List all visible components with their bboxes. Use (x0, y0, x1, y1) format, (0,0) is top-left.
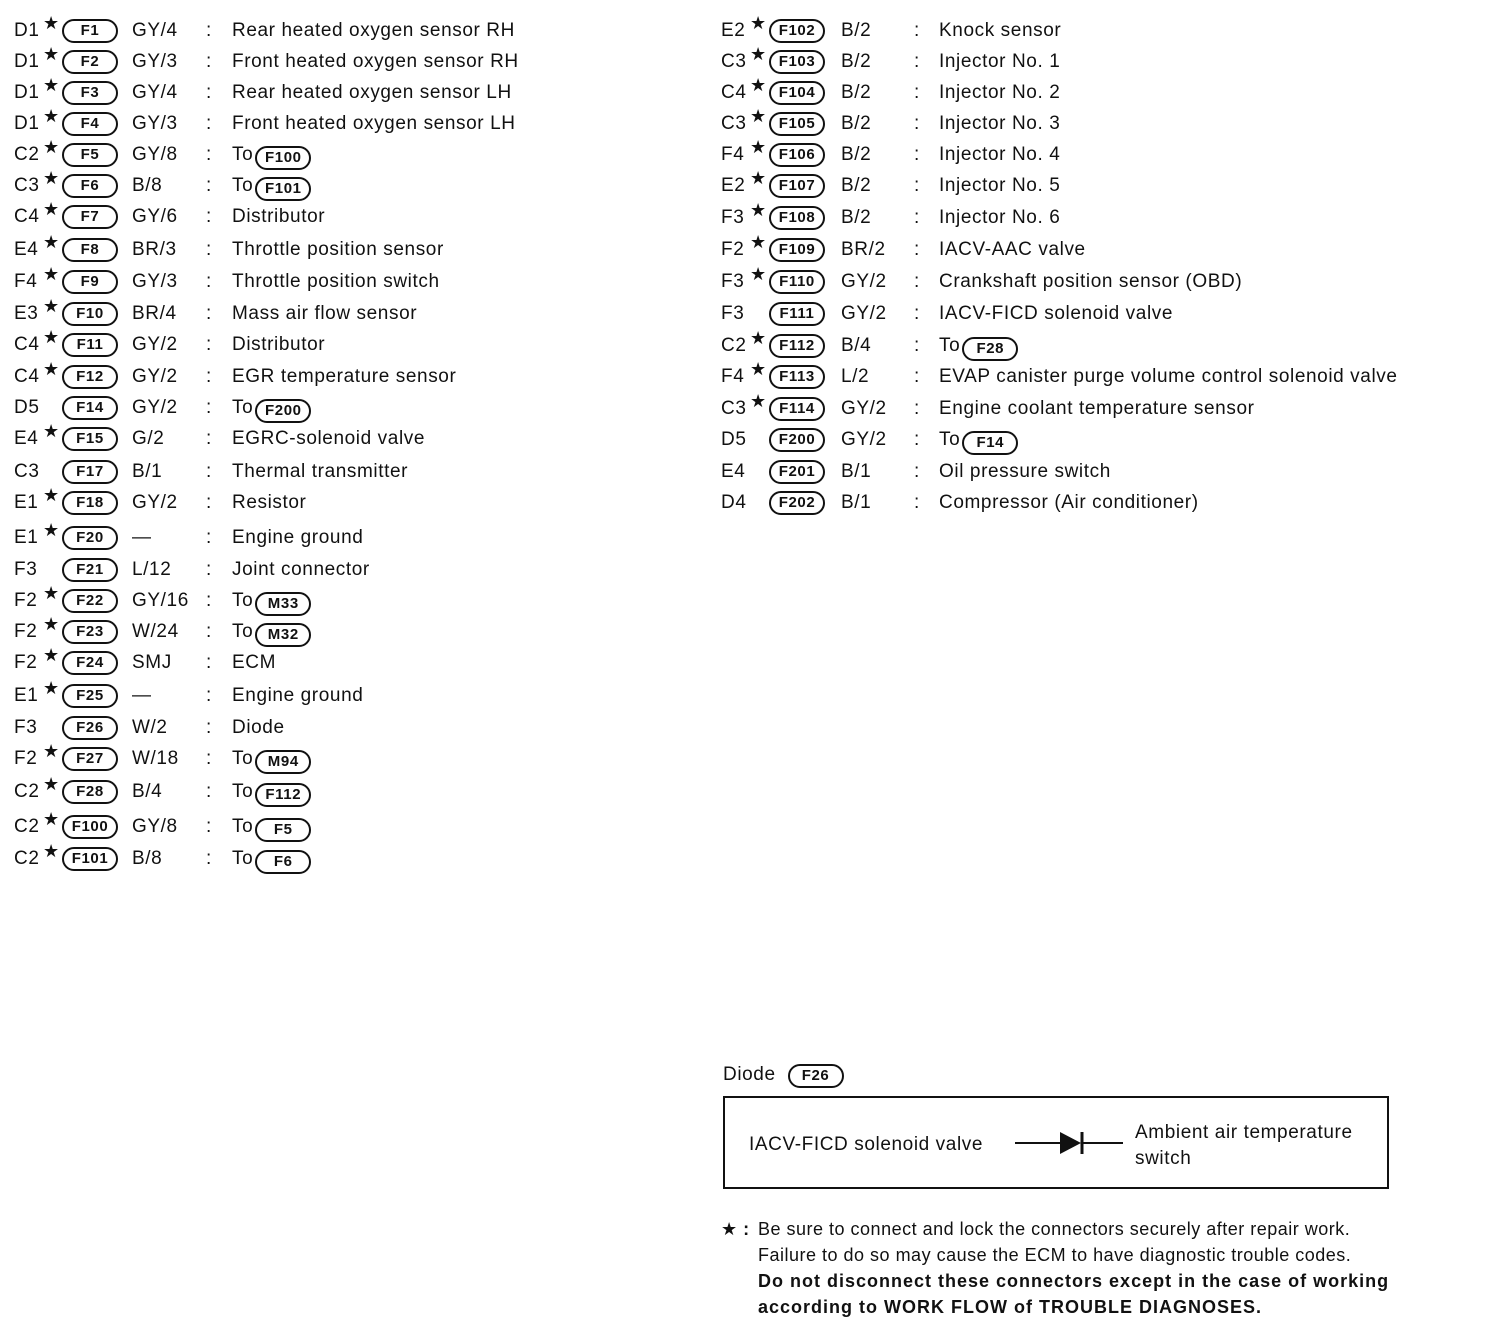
connector-badge: F3 (62, 81, 118, 105)
wire-color: GY/2 (132, 492, 178, 513)
diode-connector-badge: F26 (788, 1064, 844, 1088)
diode-title-label: Diode (723, 1064, 776, 1085)
wire-color: B/2 (841, 207, 872, 228)
wire-color: GY/4 (132, 20, 178, 41)
separator-colon: : (914, 239, 920, 260)
connector-description: Injector No. 6 (939, 207, 1061, 228)
connector-badge: F5 (62, 143, 118, 167)
grid-location: C3 (721, 398, 747, 419)
grid-location: D1 (14, 51, 40, 72)
star-icon: ★ (43, 232, 60, 252)
wire-color: B/8 (132, 175, 163, 196)
star-icon: ★ (43, 106, 60, 126)
connector-badge: F107 (769, 174, 825, 198)
grid-location: F3 (14, 559, 38, 580)
diode-title (723, 1064, 844, 1088)
grid-location: C2 (14, 816, 40, 837)
separator-colon: : (206, 461, 212, 482)
separator-colon: : (206, 781, 212, 802)
connector-description: To (232, 848, 254, 869)
connector-description-wrap (232, 848, 311, 874)
connector-description: Thermal transmitter (232, 461, 409, 482)
grid-location: F4 (14, 271, 38, 292)
wire-color: — (132, 685, 152, 706)
separator-colon: : (914, 51, 920, 72)
star-icon: ★ (750, 200, 767, 220)
grid-location: F2 (14, 748, 38, 769)
connector-description: Injector No. 4 (939, 144, 1061, 165)
grid-location: C3 (14, 175, 40, 196)
connector-description: Engine coolant temperature sensor (939, 398, 1255, 419)
connector-badge: F102 (769, 19, 825, 43)
connector-badge: F11 (62, 333, 118, 357)
star-icon: ★ (43, 645, 60, 665)
connector-badge: F24 (62, 651, 118, 675)
star-icon: ★ (43, 520, 60, 540)
footnote-line: Failure to do so may cause the ECM to have diagnostic trouble codes. (758, 1245, 1352, 1265)
wire-color: G/2 (132, 428, 165, 449)
connector-description: Rear heated oxygen sensor LH (232, 82, 512, 103)
separator-colon: : (206, 527, 212, 548)
wire-color: L/2 (841, 366, 870, 387)
connector-badge: F28 (62, 780, 118, 804)
wire-color: B/8 (132, 848, 163, 869)
star-icon: ★ (43, 44, 60, 64)
connector-description: Distributor (232, 334, 326, 355)
connector-description: Front heated oxygen sensor RH (232, 51, 519, 72)
connector-description: Compressor (Air conditioner) (939, 492, 1199, 513)
connector-description: To (232, 175, 254, 196)
wire-color: GY/6 (132, 206, 178, 227)
separator-colon: : (206, 685, 212, 706)
separator-colon: : (206, 303, 212, 324)
connector-description: Injector No. 3 (939, 113, 1061, 134)
wire-color: GY/2 (132, 334, 178, 355)
wire-color: B/2 (841, 82, 872, 103)
grid-location: F2 (14, 590, 38, 611)
grid-location: D1 (14, 82, 40, 103)
connector-badge: F112 (769, 334, 825, 358)
star-icon: ★ (43, 327, 60, 347)
separator-colon: : (914, 113, 920, 134)
connector-description: To (232, 748, 254, 769)
wire-color: GY/8 (132, 144, 178, 165)
connector-description: To (232, 397, 254, 418)
connector-badge: F18 (62, 491, 118, 515)
wire-color: SMJ (132, 652, 172, 673)
wire-color: GY/2 (841, 303, 887, 324)
connector-description: To (232, 781, 254, 802)
wire-color: GY/3 (132, 271, 178, 292)
connector-description: EGRC-solenoid valve (232, 428, 426, 449)
separator-colon: : (914, 82, 920, 103)
grid-location: D5 (721, 429, 747, 450)
grid-location: E2 (721, 20, 746, 41)
grid-location: D5 (14, 397, 40, 418)
separator-colon: : (914, 144, 920, 165)
star-icon: ★ (43, 13, 60, 33)
connector-badge: F108 (769, 206, 825, 230)
target-connector-badge: F200 (255, 399, 311, 423)
target-connector-badge: F14 (962, 431, 1018, 455)
connector-description: Injector No. 2 (939, 82, 1061, 103)
target-connector-badge: F101 (255, 177, 311, 201)
grid-location: E1 (14, 685, 39, 706)
wire-color: GY/8 (132, 816, 178, 837)
connector-description: To (939, 429, 961, 450)
wire-color: GY/2 (841, 398, 887, 419)
grid-location: F3 (721, 303, 745, 324)
connector-badge: F104 (769, 81, 825, 105)
grid-location: F4 (721, 144, 745, 165)
diode-right-label-line1: Ambient air temperature (1135, 1122, 1353, 1143)
star-icon: ★ (43, 168, 60, 188)
grid-location: F3 (14, 717, 38, 738)
connector-badge: F25 (62, 684, 118, 708)
star-icon: ★ (43, 841, 60, 861)
connector-badge: F201 (769, 460, 825, 484)
connector-description: Mass air flow sensor (232, 303, 418, 324)
connector-description: To (939, 335, 961, 356)
connector-description: Distributor (232, 206, 326, 227)
star-icon: ★ (43, 614, 60, 634)
wire-color: B/2 (841, 20, 872, 41)
wire-color: B/4 (132, 781, 163, 802)
separator-colon: : (914, 20, 920, 41)
separator-colon: : (206, 366, 212, 387)
star-icon: ★ (750, 328, 767, 348)
connector-description: IACV-FICD solenoid valve (939, 303, 1174, 324)
footnote-warning-line: Do not disconnect these connectors except in the case of working (758, 1271, 1390, 1291)
star-icon: ★ (43, 809, 60, 829)
star-icon: ★ (750, 13, 767, 33)
star-icon: ★ (750, 232, 767, 252)
diode-left-label: IACV-FICD solenoid valve (749, 1134, 984, 1155)
grid-location: C4 (14, 334, 40, 355)
connector-description: Joint connector (232, 559, 370, 580)
star-icon: ★ (43, 359, 60, 379)
connector-description: Resistor (232, 492, 307, 513)
connector-description: Engine ground (232, 527, 364, 548)
separator-colon: : (914, 271, 920, 292)
wire-color: — (132, 527, 152, 548)
wire-color: B/2 (841, 113, 872, 134)
star-icon: ★ (750, 106, 767, 126)
star-icon: ★ (750, 137, 767, 157)
wire-color: B/1 (841, 492, 872, 513)
grid-location: C3 (721, 51, 747, 72)
separator-colon: : (914, 207, 920, 228)
connector-badge: F22 (62, 589, 118, 613)
wire-color: BR/2 (841, 239, 886, 260)
connector-description-wrap (232, 144, 311, 170)
connector-description-wrap (232, 590, 311, 616)
separator-colon: : (206, 334, 212, 355)
separator-colon: : (206, 652, 212, 673)
connector-badge: F21 (62, 558, 118, 582)
grid-location: C3 (14, 461, 40, 482)
connector-description: Engine ground (232, 685, 364, 706)
separator-colon: : (206, 113, 212, 134)
grid-location: C3 (721, 113, 747, 134)
separator-colon: : (914, 461, 920, 482)
grid-location: E4 (721, 461, 746, 482)
separator-colon: : (914, 175, 920, 196)
grid-location: C2 (14, 848, 40, 869)
separator-colon: : (206, 144, 212, 165)
connector-description: Diode (232, 717, 285, 738)
wire-color: L/12 (132, 559, 172, 580)
connector-description: Crankshaft position sensor (OBD) (939, 271, 1243, 292)
connector-description-wrap (232, 621, 311, 647)
wire-color: W/24 (132, 621, 179, 642)
wire-color: GY/2 (132, 366, 178, 387)
connector-description: To (232, 621, 254, 642)
star-icon: ★ (750, 264, 767, 284)
footnote-marker: ★ : (721, 1219, 750, 1239)
connector-badge: F27 (62, 747, 118, 771)
wire-color: GY/4 (132, 82, 178, 103)
target-connector-badge: F6 (255, 850, 311, 874)
separator-colon: : (206, 621, 212, 642)
wire-color: B/2 (841, 175, 872, 196)
connector-badge: F200 (769, 428, 825, 452)
star-icon: ★ (750, 168, 767, 188)
connector-description: Knock sensor (939, 20, 1062, 41)
connector-description: Front heated oxygen sensor LH (232, 113, 516, 134)
grid-location: E1 (14, 492, 39, 513)
separator-colon: : (206, 748, 212, 769)
separator-colon: : (206, 397, 212, 418)
connector-badge: F6 (62, 174, 118, 198)
grid-location: E1 (14, 527, 39, 548)
grid-location: C4 (721, 82, 747, 103)
connector-badge: F113 (769, 365, 825, 389)
star-icon: ★ (43, 678, 60, 698)
separator-colon: : (206, 590, 212, 611)
star-icon: ★ (43, 296, 60, 316)
connector-badge: F9 (62, 270, 118, 294)
connector-description: IACV-AAC valve (939, 239, 1086, 260)
connector-description: Throttle position sensor (232, 239, 444, 260)
target-connector-badge: F100 (255, 146, 311, 170)
connector-description-wrap (232, 816, 311, 842)
grid-location: D1 (14, 20, 40, 41)
target-connector-badge: M32 (255, 623, 311, 647)
separator-colon: : (206, 816, 212, 837)
wire-color: GY/2 (132, 397, 178, 418)
target-connector-badge: M33 (255, 592, 311, 616)
connector-badge: F10 (62, 302, 118, 326)
separator-colon: : (914, 303, 920, 324)
connector-description-wrap (232, 781, 311, 807)
wire-color: BR/4 (132, 303, 177, 324)
grid-location: E2 (721, 175, 746, 196)
connector-badge: F14 (62, 396, 118, 420)
connector-badge: F101 (62, 847, 118, 871)
target-connector-badge: F112 (255, 783, 311, 807)
connector-description: ECM (232, 652, 277, 673)
star-icon: ★ (43, 774, 60, 794)
separator-colon: : (914, 492, 920, 513)
wire-color: B/2 (841, 51, 872, 72)
connector-badge: F8 (62, 238, 118, 262)
connector-badge: F20 (62, 526, 118, 550)
separator-colon: : (206, 51, 212, 72)
separator-colon: : (206, 82, 212, 103)
connector-description-wrap (232, 175, 311, 201)
separator-colon: : (206, 559, 212, 580)
connector-description-wrap (232, 748, 311, 774)
target-connector-badge: F28 (962, 337, 1018, 361)
grid-location: C4 (14, 206, 40, 227)
wire-color: B/1 (132, 461, 163, 482)
diode-right-label-line2: switch (1135, 1148, 1192, 1169)
grid-location: C2 (14, 781, 40, 802)
grid-location: C2 (721, 335, 747, 356)
connector-badge: F26 (62, 716, 118, 740)
diode-right-label (1135, 1120, 1353, 1172)
star-icon: ★ (43, 264, 60, 284)
separator-colon: : (206, 428, 212, 449)
separator-colon: : (206, 239, 212, 260)
connector-description-wrap (232, 397, 311, 423)
wire-color: W/2 (132, 717, 168, 738)
grid-location: F2 (721, 239, 745, 260)
separator-colon: : (206, 20, 212, 41)
connector-badge: F1 (62, 19, 118, 43)
grid-location: F3 (721, 207, 745, 228)
wire-color: W/18 (132, 748, 179, 769)
grid-location: F3 (721, 271, 745, 292)
separator-colon: : (914, 366, 920, 387)
wire-color: GY/2 (841, 271, 887, 292)
target-connector-badge: F5 (255, 818, 311, 842)
separator-colon: : (914, 429, 920, 450)
wire-color: GY/2 (841, 429, 887, 450)
connector-description: EVAP canister purge volume control solenoid valve (939, 366, 1398, 387)
connector-badge: F15 (62, 427, 118, 451)
connector-description: To (232, 590, 254, 611)
connector-badge: F106 (769, 143, 825, 167)
star-icon: ★ (750, 75, 767, 95)
separator-colon: : (206, 848, 212, 869)
connector-description: To (232, 144, 254, 165)
wire-color: GY/3 (132, 113, 178, 134)
grid-location: F2 (14, 652, 38, 673)
star-icon: ★ (43, 137, 60, 157)
connector-description: To (232, 816, 254, 837)
diode-diagram (723, 1096, 1389, 1189)
star-icon: ★ (43, 75, 60, 95)
connector-description: Oil pressure switch (939, 461, 1111, 482)
grid-location: F4 (721, 366, 745, 387)
connector-description: EGR temperature sensor (232, 366, 457, 387)
star-icon: ★ (43, 421, 60, 441)
separator-colon: : (206, 717, 212, 738)
connector-badge: F111 (769, 302, 825, 326)
connector-description-wrap (939, 335, 1018, 361)
connector-badge: F105 (769, 112, 825, 136)
star-icon: ★ (43, 741, 60, 761)
grid-location: E4 (14, 239, 39, 260)
connector-badge: F103 (769, 50, 825, 74)
wire-color: BR/3 (132, 239, 177, 260)
connector-badge: F23 (62, 620, 118, 644)
star-icon: ★ (43, 485, 60, 505)
separator-colon: : (206, 492, 212, 513)
grid-location: D1 (14, 113, 40, 134)
wire-color: GY/16 (132, 590, 189, 611)
separator-colon: : (914, 398, 920, 419)
connector-badge: F110 (769, 270, 825, 294)
separator-colon: : (206, 206, 212, 227)
footnote-warning-line: according to WORK FLOW of TROUBLE DIAGNOSES. (758, 1297, 1262, 1317)
wire-color: B/4 (841, 335, 872, 356)
separator-colon: : (206, 271, 212, 292)
star-icon: ★ (750, 391, 767, 411)
star-icon: ★ (43, 583, 60, 603)
wire-color: GY/3 (132, 51, 178, 72)
connector-badge: F109 (769, 238, 825, 262)
separator-colon: : (914, 335, 920, 356)
diode-symbol-icon (1015, 1128, 1125, 1158)
connector-badge: F114 (769, 397, 825, 421)
grid-location: E4 (14, 428, 39, 449)
grid-location: E3 (14, 303, 39, 324)
connector-badge: F100 (62, 815, 118, 839)
grid-location: D4 (721, 492, 747, 513)
star-icon: ★ (750, 359, 767, 379)
footnote-text (758, 1216, 1389, 1320)
connector-badge: F17 (62, 460, 118, 484)
grid-location: C4 (14, 366, 40, 387)
grid-location: C2 (14, 144, 40, 165)
connector-description: Injector No. 1 (939, 51, 1061, 72)
connector-badge: F202 (769, 491, 825, 515)
target-connector-badge: M94 (255, 750, 311, 774)
connector-badge: F2 (62, 50, 118, 74)
connector-description-wrap (939, 429, 1018, 455)
connector-description: Rear heated oxygen sensor RH (232, 20, 515, 41)
wire-color: B/1 (841, 461, 872, 482)
connector-badge: F4 (62, 112, 118, 136)
connector-description: Injector No. 5 (939, 175, 1061, 196)
connector-badge: F7 (62, 205, 118, 229)
star-icon: ★ (43, 199, 60, 219)
connector-badge: F12 (62, 365, 118, 389)
footnote-line: Be sure to connect and lock the connectors securely after repair work. (758, 1219, 1351, 1239)
connector-description: Throttle position switch (232, 271, 440, 292)
grid-location: F2 (14, 621, 38, 642)
separator-colon: : (206, 175, 212, 196)
star-icon: ★ (750, 44, 767, 64)
wire-color: B/2 (841, 144, 872, 165)
